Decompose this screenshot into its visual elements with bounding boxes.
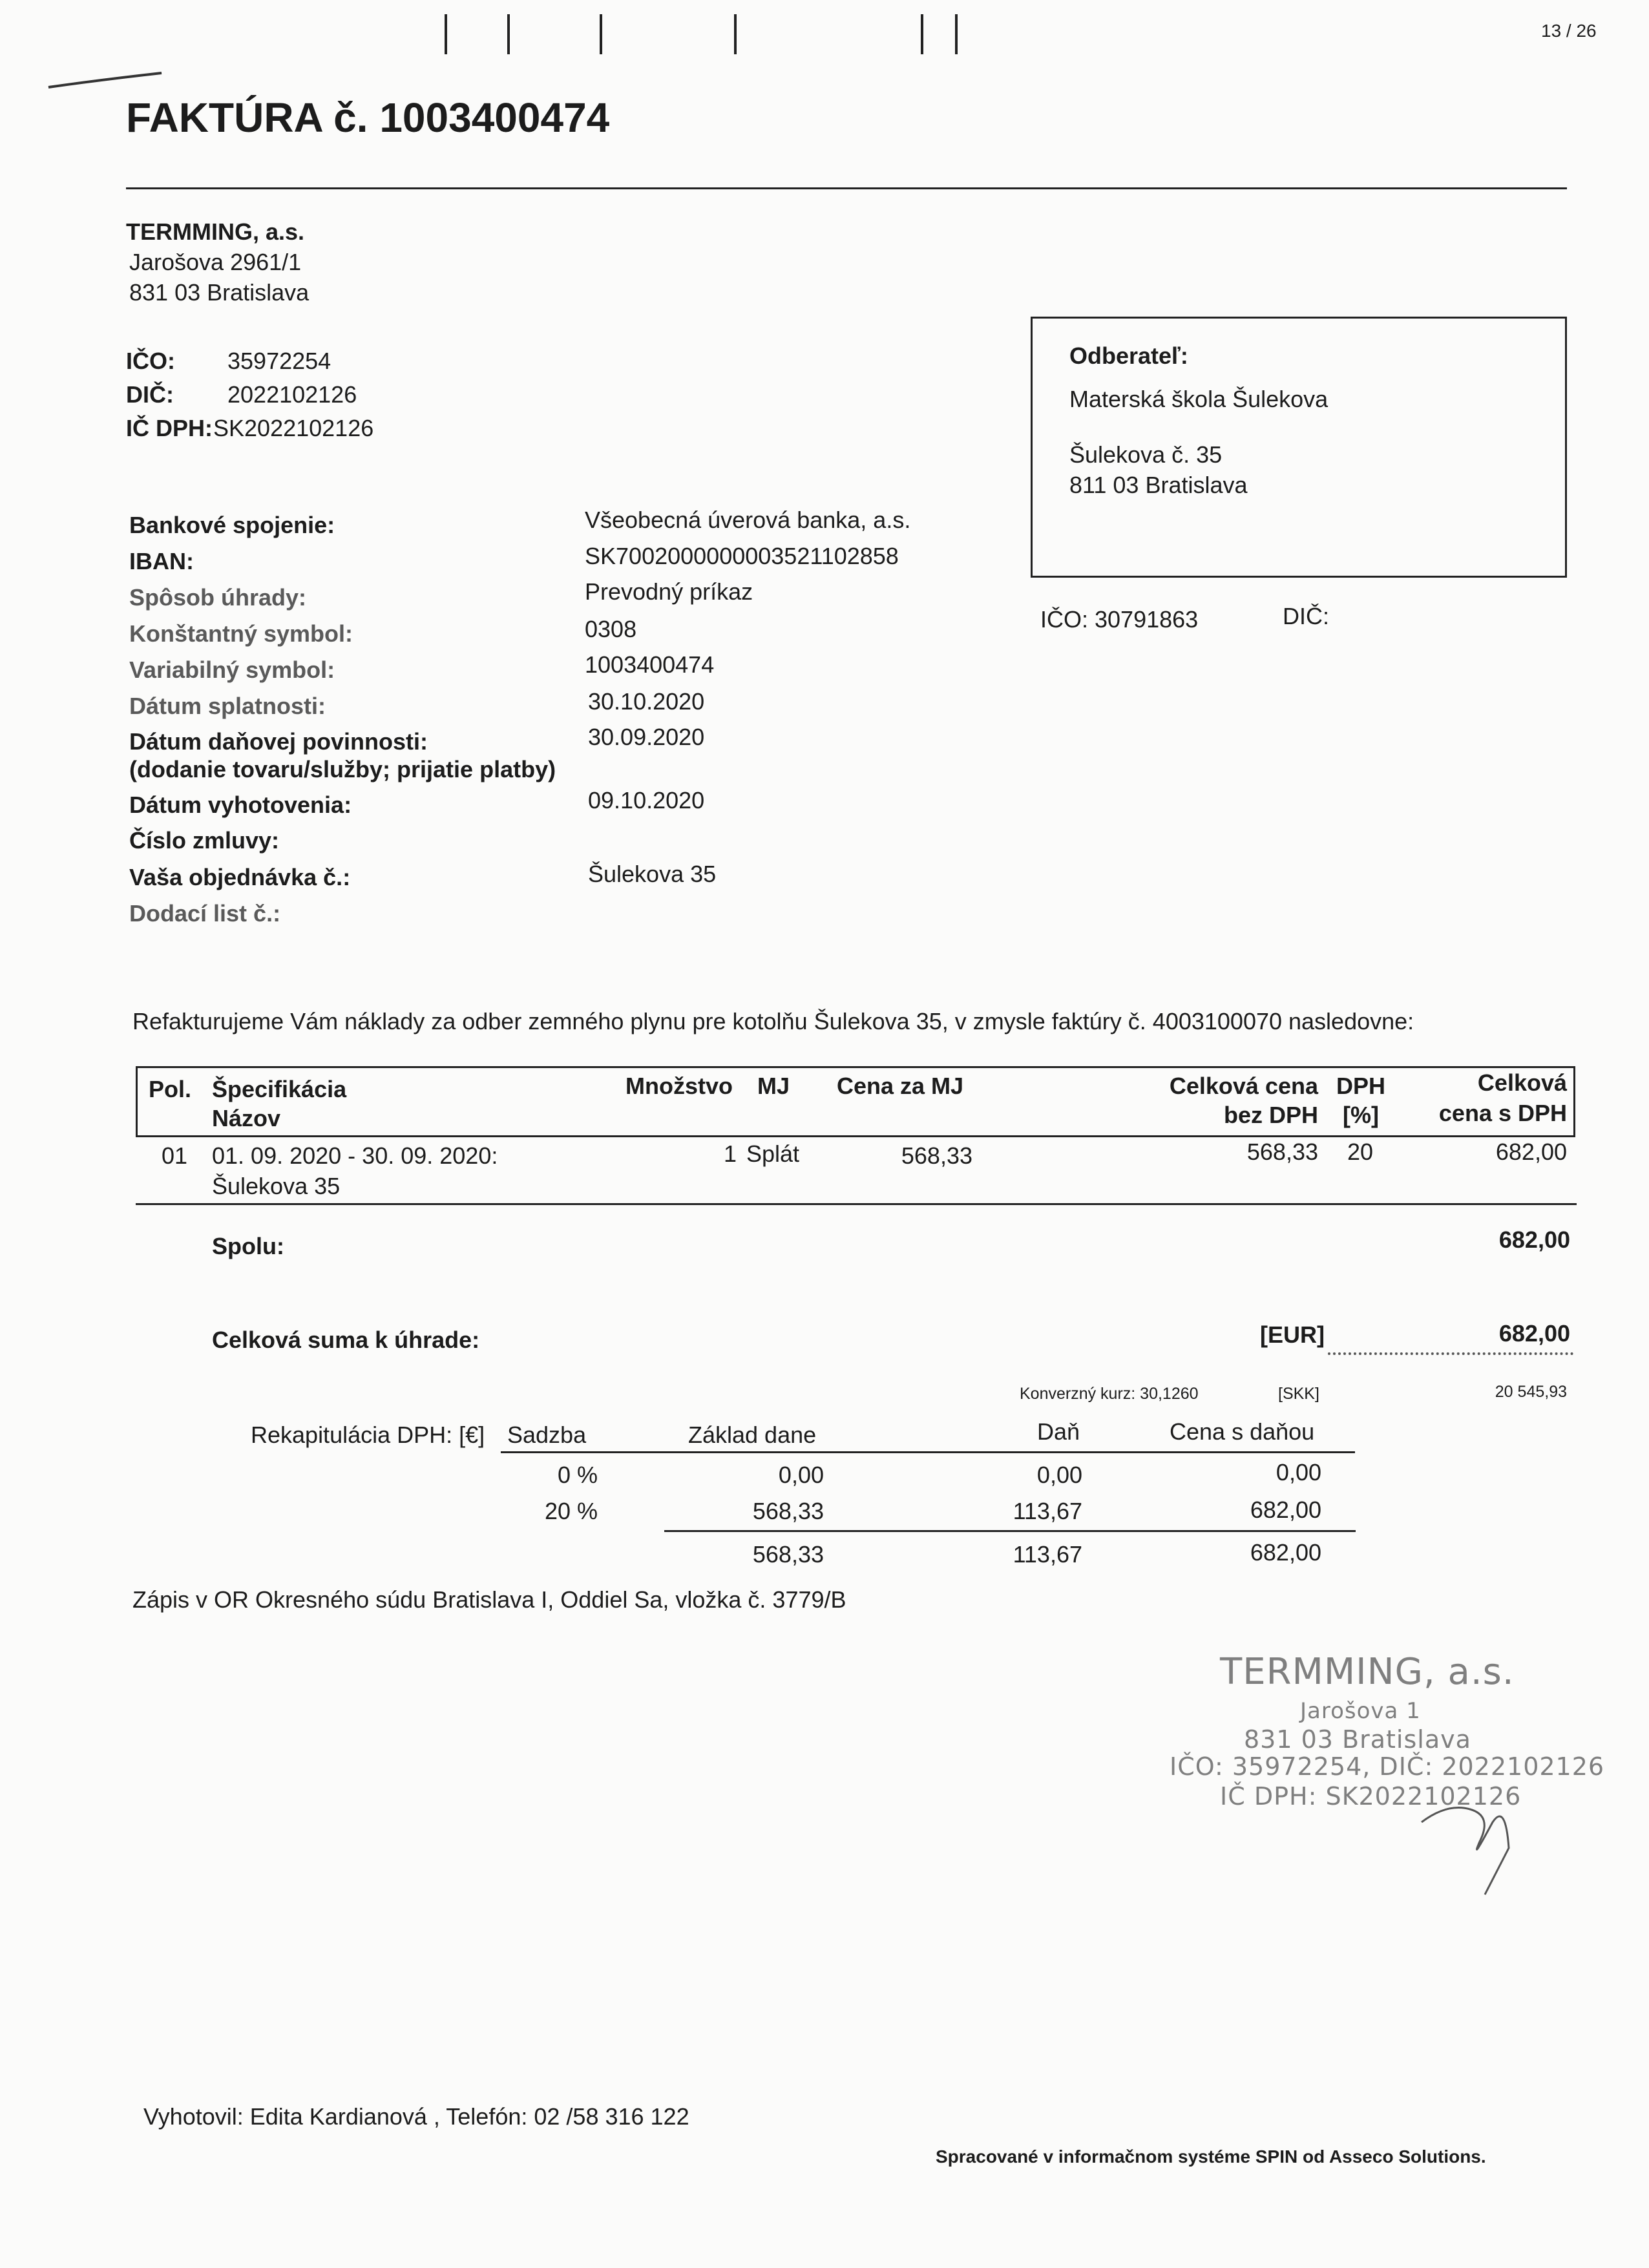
stamp-line-1: TERMMING, a.s. bbox=[1220, 1651, 1515, 1693]
col-total-incl-2: cena s DPH bbox=[1438, 1100, 1567, 1126]
col-total-incl: Celková bbox=[1477, 1069, 1567, 1096]
vat-tax: 0,00 bbox=[1036, 1462, 1082, 1488]
vat-tax: 113,67 bbox=[1013, 1498, 1082, 1524]
table-header-bottom-border bbox=[136, 1135, 1575, 1137]
vat-gross: 682,00 bbox=[1250, 1496, 1321, 1523]
supplier-name: TERMMING, a.s. bbox=[126, 218, 305, 245]
row-vat: 20 bbox=[1347, 1139, 1374, 1165]
vat-total-gross: 682,00 bbox=[1250, 1539, 1321, 1566]
customer-city: 811 03 Bratislava bbox=[1069, 472, 1248, 498]
signature bbox=[1409, 1745, 1531, 1900]
col-unit: MJ bbox=[757, 1073, 790, 1099]
stamp-line-2: Jarošova 1 bbox=[1300, 1698, 1421, 1724]
vat-gross: 0,00 bbox=[1276, 1459, 1321, 1486]
customer-dic: DIČ: bbox=[1283, 603, 1329, 629]
table-top-border bbox=[136, 1066, 1575, 1068]
vat-recap-header-line bbox=[501, 1451, 1355, 1453]
tax-date-note: (dodanie tovaru/služby; prijatie platby) bbox=[129, 756, 556, 782]
due-date-value: 30.10.2020 bbox=[588, 688, 705, 715]
vat-total-base: 568,33 bbox=[752, 1541, 824, 1568]
supplier-ico: 35972254 bbox=[227, 348, 331, 374]
table-bottom-border bbox=[136, 1203, 1577, 1205]
iban-value: SK7002000000003521102858 bbox=[585, 543, 899, 569]
scan-mark bbox=[600, 14, 602, 54]
row-name: Šulekova 35 bbox=[212, 1173, 341, 1199]
iban-label: IBAN: bbox=[129, 548, 194, 574]
col-vat-2: [%] bbox=[1343, 1102, 1379, 1128]
supplier-city: 831 03 Bratislava bbox=[129, 279, 310, 306]
constant-symbol-label: Konštantný symbol: bbox=[129, 620, 353, 647]
contract-number-label: Číslo zmluvy: bbox=[129, 827, 280, 854]
vat-recap-header-gross: Cena s daňou bbox=[1170, 1418, 1315, 1445]
col-name: Názov bbox=[212, 1105, 281, 1131]
scan-mark bbox=[734, 14, 737, 54]
variable-symbol-value: 1003400474 bbox=[585, 651, 715, 678]
vat-rate: 20 % bbox=[544, 1498, 598, 1524]
customer-street: Šulekova č. 35 bbox=[1069, 441, 1223, 468]
customer-ico: IČO: 30791863 bbox=[1040, 606, 1199, 633]
sum-value: 682,00 bbox=[1498, 1226, 1570, 1253]
supplier-street: Jarošova 2961/1 bbox=[129, 249, 302, 275]
row-spec: 01. 09. 2020 - 30. 09. 2020: bbox=[212, 1142, 498, 1169]
scan-mark bbox=[445, 14, 447, 54]
row-total-excl: 568,33 bbox=[1246, 1139, 1318, 1165]
total-due-value: 682,00 bbox=[1498, 1320, 1570, 1347]
col-pol: Pol. bbox=[149, 1076, 192, 1102]
row-qty: 1 bbox=[723, 1140, 737, 1167]
scan-mark bbox=[955, 14, 958, 54]
order-number-value: Šulekova 35 bbox=[588, 861, 717, 887]
customer-name: Materská škola Šulekova bbox=[1069, 386, 1329, 412]
row-total-incl: 682,00 bbox=[1495, 1139, 1567, 1165]
col-vat: DPH bbox=[1336, 1073, 1386, 1099]
vat-recap-total-line bbox=[664, 1530, 1356, 1532]
table-right-border bbox=[1573, 1066, 1575, 1137]
col-spec: Špecifikácia bbox=[212, 1076, 347, 1102]
supplier-dic: 2022102126 bbox=[227, 381, 357, 408]
bank-label: Bankové spojenie: bbox=[129, 512, 335, 538]
total-due-currency: [EUR] bbox=[1260, 1321, 1325, 1348]
order-number-label: Vaša objednávka č.: bbox=[129, 864, 351, 890]
col-total-excl-2: bez DPH bbox=[1223, 1102, 1318, 1128]
vat-recap-header-rate: Sadzba bbox=[507, 1422, 587, 1448]
prepared-by: Vyhotovil: Edita Kardianová , Telefón: 02 /58 316 122 bbox=[143, 2103, 689, 2130]
vat-recap-header-base: Základ dane bbox=[688, 1422, 817, 1448]
page-counter: 13 / 26 bbox=[1541, 21, 1597, 41]
row-pol: 01 bbox=[162, 1142, 188, 1169]
invoice-title: FAKTÚRA č. 1003400474 bbox=[126, 94, 610, 141]
supplier-icdph: SK2022102126 bbox=[213, 415, 374, 441]
customer-heading: Odberateľ: bbox=[1069, 342, 1188, 369]
title-divider bbox=[126, 187, 1567, 189]
row-unit-price: 568,33 bbox=[901, 1142, 972, 1169]
payment-method-label: Spôsob úhrady: bbox=[129, 584, 307, 611]
issue-date-label: Dátum vyhotovenia: bbox=[129, 792, 352, 818]
supplier-icdph-label: IČ DPH: bbox=[126, 415, 213, 441]
supplier-ico-label: IČO: bbox=[126, 348, 175, 374]
variable-symbol-label: Variabilný symbol: bbox=[129, 656, 335, 683]
skk-label: [SKK] bbox=[1278, 1385, 1319, 1403]
stamp-line-4: IČO: 35972254, DIČ: 2022102126 bbox=[1170, 1752, 1605, 1781]
issue-date-value: 09.10.2020 bbox=[588, 787, 705, 814]
register-note: Zápis v OR Okresného súdu Bratislava I, Oddiel Sa, vložka č. 3779/B bbox=[132, 1586, 846, 1613]
scan-mark bbox=[921, 14, 923, 54]
vat-base: 0,00 bbox=[778, 1462, 824, 1488]
intro-text: Refakturujeme Vám náklady za odber zemného plynu pre kotolňu Šulekova 35, v zmysle faktúry č. 4003100070 nasledovne: bbox=[132, 1008, 1414, 1034]
bank-value: Všeobecná úverová banka, a.s. bbox=[585, 507, 911, 533]
tax-date-label: Dátum daňovej povinnosti: bbox=[129, 728, 428, 755]
col-total-excl: Celková cena bbox=[1169, 1073, 1318, 1099]
vat-base: 568,33 bbox=[752, 1498, 824, 1524]
vat-total-tax: 113,67 bbox=[1013, 1541, 1082, 1568]
vat-rate: 0 % bbox=[557, 1462, 598, 1488]
stamp-line-5: IČ DPH: SK2022102126 bbox=[1220, 1782, 1522, 1811]
payment-method-value: Prevodný príkaz bbox=[585, 578, 753, 605]
total-due-label: Celková suma k úhrade: bbox=[212, 1327, 480, 1353]
constant-symbol-value: 0308 bbox=[585, 616, 637, 642]
due-date-label: Dátum splatnosti: bbox=[129, 693, 326, 719]
row-unit: Splát bbox=[746, 1140, 800, 1167]
stamp-line-3: 831 03 Bratislava bbox=[1244, 1725, 1471, 1754]
footer-note: Spracované v informačnom systéme SPIN od Asseco Solutions. bbox=[936, 2147, 1486, 2167]
vat-recap-title: Rekapitulácia DPH: [€] bbox=[251, 1422, 485, 1448]
total-due-dotted-underline bbox=[1328, 1352, 1573, 1355]
tax-date-value: 30.09.2020 bbox=[588, 724, 705, 750]
scan-mark bbox=[507, 14, 510, 54]
table-left-border bbox=[136, 1066, 138, 1137]
supplier-dic-label: DIČ: bbox=[126, 381, 174, 408]
col-unit-price: Cena za MJ bbox=[837, 1073, 964, 1099]
delivery-note-label: Dodací list č.: bbox=[129, 900, 281, 927]
sum-label: Spolu: bbox=[212, 1233, 284, 1259]
vat-recap-header-tax: Daň bbox=[1037, 1418, 1080, 1445]
col-qty: Množstvo bbox=[625, 1073, 733, 1099]
skk-value: 20 545,93 bbox=[1495, 1383, 1567, 1401]
conversion-rate: Konverzný kurz: 30,1260 bbox=[1020, 1385, 1199, 1403]
